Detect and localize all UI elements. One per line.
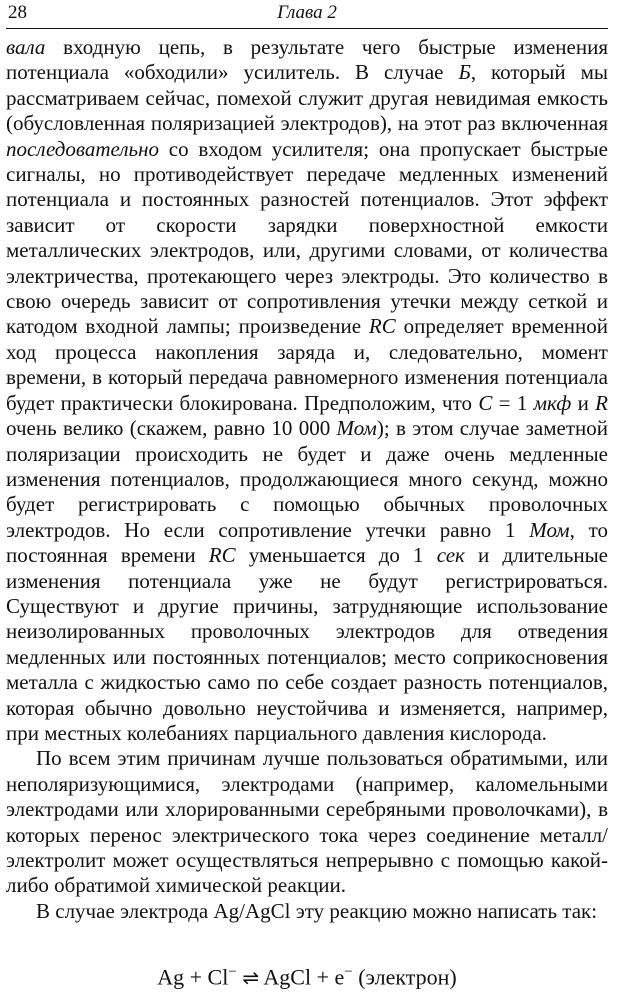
text-run: = 1 — [492, 390, 534, 415]
italic-run: R — [595, 390, 608, 415]
chloride-charge: − — [228, 964, 237, 981]
electron-charge: − — [344, 964, 353, 981]
chemical-equation — [6, 964, 608, 990]
equation-left: Ag + Cl — [157, 964, 229, 990]
equation-note: (электрон) — [352, 964, 457, 990]
text-run: и — [571, 390, 596, 415]
text-run: очень велико (скажем, равно 10 000 — [6, 416, 337, 441]
text-run: входную цепь, в результате чего быстрые изменения потенциала «обходили» усилитель. В случае — [6, 35, 608, 85]
equilibrium-arrow: ⇌ — [242, 965, 260, 990]
page-number: 28 — [8, 2, 27, 23]
italic-run: C — [478, 390, 493, 415]
running-head: Глава 2 — [277, 2, 337, 23]
text-run: По всем этим причинам лучше пользоваться обратимыми, или неполяризующимися, электродами (например, каломельными электродами или хлорированными серебряными проволочками), в которых перенос электрического тока через соединение металл/электролит может осуществляться непрерывно с помощью какой-либо обратимой химической реакции. — [6, 746, 608, 898]
text-run: , который мы рассматриваем сейчас, помехой служит другая невидимая емкость (обусловленная поляризацией электродов), на этот раз включенная — [6, 60, 608, 136]
text-run: , то постоянная времени — [6, 517, 608, 568]
italic-run: Мом — [529, 517, 570, 542]
italic-run: вала — [6, 35, 46, 59]
text-run: и длительные изменения потенциала уже не будут регистрироваться. Существуют и другие причины, затрудняющие использование неизолированных проволочных электродов для отведения медленных или постоянных потенциалов; место соприкосновения металла с жидкостью само по себе создает разность потенциалов, которая обычно довольно неустойчива и изменяется, например, при местных колебаниях парциального давления кислорода. — [6, 543, 609, 745]
text-run: со входом усилителя; она пропускает быстрые сигналы, но противодействует передаче медленных изменений потенциала и постоянных разностей потенциалов. Этот эффект зависит от скорости зарядки поверхностной емкости металлических электродов, или, другими словами, от количества электричества, протекающего через электроды. Это количество в свою очередь зависит от сопротивления утечки между сеткой и катодом входной лампы; произведение — [6, 136, 608, 339]
italic-run: RC — [368, 314, 396, 339]
italic-run: мкф — [533, 390, 572, 415]
text-run: ); в этом случае заметной поляризации происходить не будет и даже очень медленные изменения потенциалов, продолжающиеся много секунд, можно будет регистрировать с помощью обычных проволочных электродов. Но если сопротивление утечки равно 1 — [6, 416, 608, 542]
paragraph — [6, 35, 608, 746]
italic-run: Мом — [336, 416, 377, 441]
paragraph — [6, 899, 608, 924]
italic-run: последовательно — [6, 136, 159, 161]
paragraph — [6, 746, 608, 898]
text-run: определяет временной ход процесса накопления заряда и, следовательно, момент времени, в который передача равномерного изменения потенциала будет практически блокирована. Предположим, что — [6, 314, 608, 415]
italic-run: RC — [208, 543, 236, 568]
italic-run: Б — [458, 60, 471, 85]
body-text — [6, 35, 608, 924]
text-run: В случае электрода Ag/AgCl эту реакцию можно написать так: — [36, 898, 598, 923]
italic-run: сек — [436, 543, 465, 568]
equation-right: AgCl + e — [263, 964, 345, 990]
text-run: уменьшается до 1 — [235, 543, 437, 568]
page-header — [6, 0, 608, 29]
